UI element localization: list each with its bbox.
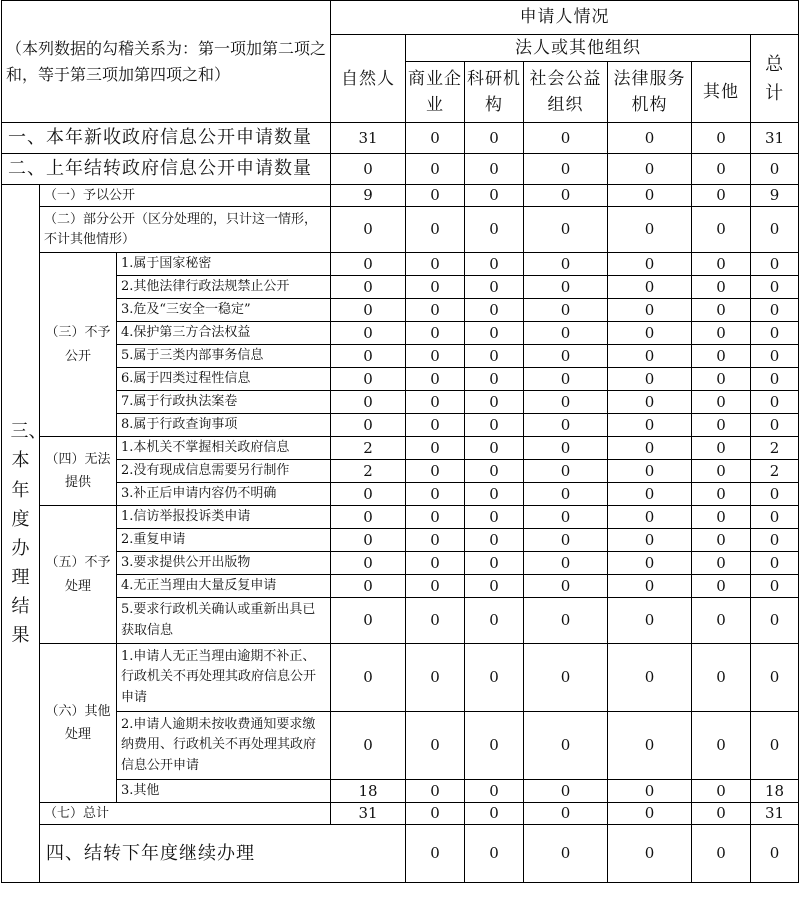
natural-person-header: 自然人 — [331, 35, 406, 123]
not-open-item-value: 0 — [465, 414, 524, 437]
total-header-text: 总计 — [765, 53, 785, 104]
other-handling-item-value: 0 — [524, 780, 608, 803]
not-open-item-value: 0 — [406, 253, 465, 276]
table-row — [2, 322, 799, 345]
not-open-item-value: 0 — [524, 391, 608, 414]
not-open-item-value: 0 — [465, 299, 524, 322]
next-year-value: 0 — [608, 825, 692, 883]
not-open-item-value: 0 — [524, 299, 608, 322]
open-value: 0 — [465, 185, 524, 207]
legal-entity-header: 法人或其他组织 — [406, 35, 751, 62]
not-processed-item-value: 0 — [608, 575, 692, 598]
not-open-item-value: 0 — [751, 299, 799, 322]
unable-item-value: 0 — [751, 483, 799, 506]
table-row — [2, 207, 799, 253]
unable-item-value: 0 — [692, 460, 751, 483]
new-requests-value: 0 — [406, 123, 465, 154]
unable-item-value: 0 — [524, 483, 608, 506]
next-year-label: 四、结转下年度继续办理 — [40, 825, 406, 883]
other-handling-item-value: 0 — [465, 780, 524, 803]
table-row — [2, 825, 799, 883]
not-open-item-value: 0 — [406, 345, 465, 368]
not-open-item-value: 0 — [692, 368, 751, 391]
not-open-item-value: 0 — [608, 345, 692, 368]
not-open-label: （三）不予公开 — [40, 253, 117, 437]
results-total-label: （七）总计 — [40, 803, 331, 825]
not-processed-item-value: 0 — [751, 575, 799, 598]
table-row — [2, 552, 799, 575]
partial-open-value: 0 — [608, 207, 692, 253]
unable-item-value: 0 — [524, 437, 608, 460]
new-requests-value: 0 — [465, 123, 524, 154]
unable-item-label: 1.本机关不掌握相关政府信息 — [117, 437, 331, 460]
statistics-table — [1, 0, 799, 883]
other-handling-item-value: 0 — [524, 644, 608, 712]
not-processed-item-value: 0 — [751, 598, 799, 644]
table-row — [2, 368, 799, 391]
other-handling-item-label: 3.其他 — [117, 780, 331, 803]
not-processed-item-value: 0 — [331, 575, 406, 598]
table-row — [2, 437, 799, 460]
open-value: 0 — [524, 185, 608, 207]
unable-item-value: 2 — [751, 460, 799, 483]
not-open-item-value: 0 — [524, 368, 608, 391]
table-row — [2, 598, 799, 644]
not-processed-item-value: 0 — [608, 552, 692, 575]
new-requests-label: 一、本年新收政府信息公开申请数量 — [2, 123, 331, 154]
not-processed-item-value: 0 — [692, 575, 751, 598]
not-processed-item-value: 0 — [406, 506, 465, 529]
not-processed-item-label: 2.重复申请 — [117, 529, 331, 552]
not-processed-item-value: 0 — [331, 552, 406, 575]
table-row — [2, 712, 799, 780]
partial-open-value: 0 — [331, 207, 406, 253]
new-requests-value: 0 — [692, 123, 751, 154]
not-processed-item-value: 0 — [465, 552, 524, 575]
not-open-item-value: 0 — [692, 414, 751, 437]
not-open-item-value: 0 — [751, 368, 799, 391]
results-total-value: 0 — [608, 803, 692, 825]
not-open-item-value: 0 — [406, 299, 465, 322]
not-processed-item-value: 0 — [692, 506, 751, 529]
table-row — [2, 299, 799, 322]
carry-over-label: 二、上年结转政府信息公开申请数量 — [2, 154, 331, 185]
other-handling-item-value: 0 — [692, 644, 751, 712]
not-processed-item-value: 0 — [692, 552, 751, 575]
column-note: （本列数据的勾稽关系为：第一项加第二项之和，等于第三项加第四项之和） — [2, 1, 331, 123]
not-open-item-value: 0 — [465, 391, 524, 414]
not-processed-item-label: 5.要求行政机关确认或重新出具已获取信息 — [117, 598, 331, 644]
partial-open-value: 0 — [406, 207, 465, 253]
not-open-item-value: 0 — [524, 253, 608, 276]
not-open-item-value: 0 — [406, 391, 465, 414]
applicant-header: 申请人情况 — [331, 1, 799, 35]
unable-item-value: 2 — [331, 437, 406, 460]
not-open-item-value: 0 — [465, 368, 524, 391]
not-processed-item-value: 0 — [751, 552, 799, 575]
table-row — [2, 123, 799, 154]
table-row — [2, 575, 799, 598]
unable-item-label: 2.没有现成信息需要另行制作 — [117, 460, 331, 483]
new-requests-value: 0 — [608, 123, 692, 154]
other-handling-item-value: 0 — [465, 712, 524, 780]
total-header — [751, 35, 799, 123]
unable-item-value: 2 — [751, 437, 799, 460]
partial-open-value: 0 — [751, 207, 799, 253]
other-handling-item-value: 0 — [465, 644, 524, 712]
not-processed-item-value: 0 — [524, 552, 608, 575]
unable-item-value: 0 — [692, 437, 751, 460]
unable-item-value: 0 — [692, 483, 751, 506]
open-label: （一）予以公开 — [40, 185, 331, 207]
not-processed-item-label: 4.无正当理由大量反复申请 — [117, 575, 331, 598]
table-row — [2, 803, 799, 825]
not-processed-item-value: 0 — [751, 506, 799, 529]
not-open-item-value: 0 — [608, 414, 692, 437]
open-value: 0 — [608, 185, 692, 207]
not-processed-item-value: 0 — [524, 598, 608, 644]
results-total-value: 0 — [692, 803, 751, 825]
next-year-value: 0 — [406, 825, 465, 883]
not-open-item-value: 0 — [751, 391, 799, 414]
unable-item-value: 0 — [465, 460, 524, 483]
unable-item-value: 0 — [465, 437, 524, 460]
other-handling-item-value: 0 — [751, 712, 799, 780]
open-value: 0 — [692, 185, 751, 207]
new-requests-value: 0 — [524, 123, 608, 154]
not-open-item-label: 7.属于行政执法案卷 — [117, 391, 331, 414]
carry-over-value: 0 — [751, 154, 799, 185]
sub-header-research: 科研机构 — [465, 62, 524, 123]
unable-item-value: 0 — [465, 483, 524, 506]
unable-item-label: 3.补正后申请内容仍不明确 — [117, 483, 331, 506]
not-open-item-value: 0 — [751, 253, 799, 276]
next-year-value: 0 — [692, 825, 751, 883]
table-row — [2, 391, 799, 414]
not-open-item-value: 0 — [692, 253, 751, 276]
not-open-item-value: 0 — [692, 322, 751, 345]
not-open-item-value: 0 — [406, 368, 465, 391]
not-open-item-value: 0 — [524, 414, 608, 437]
other-handling-item-value: 0 — [331, 644, 406, 712]
results-total-value: 0 — [465, 803, 524, 825]
not-open-item-value: 0 — [331, 345, 406, 368]
table-row — [2, 154, 799, 185]
not-processed-item-value: 0 — [751, 529, 799, 552]
not-open-item-value: 0 — [406, 322, 465, 345]
results-total-value: 0 — [406, 803, 465, 825]
not-open-item-label: 2.其他法律行政法规禁止公开 — [117, 276, 331, 299]
not-open-item-value: 0 — [524, 345, 608, 368]
unable-item-value: 0 — [608, 437, 692, 460]
partial-open-value: 0 — [524, 207, 608, 253]
partial-open-value: 0 — [465, 207, 524, 253]
table-row — [2, 460, 799, 483]
carry-over-value: 0 — [692, 154, 751, 185]
next-year-value: 0 — [751, 825, 799, 883]
table-row — [2, 780, 799, 803]
not-open-item-value: 0 — [751, 345, 799, 368]
not-open-item-value: 0 — [331, 322, 406, 345]
not-processed-item-label: 3.要求提供公开出版物 — [117, 552, 331, 575]
table-row — [2, 529, 799, 552]
not-open-item-value: 0 — [608, 368, 692, 391]
partial-open-value: 0 — [692, 207, 751, 253]
not-open-item-value: 0 — [465, 322, 524, 345]
other-handling-item-value: 0 — [692, 780, 751, 803]
not-open-item-value: 0 — [331, 368, 406, 391]
not-processed-item-value: 0 — [608, 529, 692, 552]
not-open-item-label: 1.属于国家秘密 — [117, 253, 331, 276]
carry-over-value: 0 — [608, 154, 692, 185]
not-open-item-value: 0 — [608, 299, 692, 322]
sub-header-legal-service: 法律服务机构 — [608, 62, 692, 123]
not-processed-item-value: 0 — [465, 575, 524, 598]
not-processed-item-value: 0 — [331, 529, 406, 552]
not-processed-item-value: 0 — [406, 575, 465, 598]
new-requests-value: 31 — [751, 123, 799, 154]
other-handling-item-value: 0 — [608, 712, 692, 780]
other-handling-item-value: 0 — [331, 712, 406, 780]
not-processed-item-value: 0 — [524, 506, 608, 529]
section-results-label — [2, 185, 47, 883]
not-open-item-value: 0 — [608, 322, 692, 345]
other-handling-item-value: 0 — [524, 712, 608, 780]
not-open-item-value: 0 — [692, 276, 751, 299]
unable-item-value: 0 — [406, 483, 465, 506]
not-processed-item-value: 0 — [465, 529, 524, 552]
other-handling-item-value: 0 — [608, 644, 692, 712]
not-open-item-label: 4.保护第三方合法权益 — [117, 322, 331, 345]
other-handling-item-value: 0 — [692, 712, 751, 780]
not-open-item-value: 0 — [751, 414, 799, 437]
table-row — [2, 483, 799, 506]
results-total-value: 31 — [331, 803, 406, 825]
table-row — [2, 185, 799, 207]
new-requests-value: 31 — [331, 123, 406, 154]
not-open-item-value: 0 — [608, 276, 692, 299]
open-value: 9 — [331, 185, 406, 207]
not-open-item-value: 0 — [524, 322, 608, 345]
open-value: 0 — [406, 185, 465, 207]
not-open-item-value: 0 — [331, 414, 406, 437]
unable-item-value: 0 — [608, 460, 692, 483]
next-year-value: 0 — [465, 825, 524, 883]
not-open-item-value: 0 — [524, 276, 608, 299]
not-open-item-value: 0 — [692, 391, 751, 414]
results-total-value: 31 — [751, 803, 799, 825]
not-open-item-value: 0 — [331, 253, 406, 276]
next-year-value: 0 — [524, 825, 608, 883]
not-open-item-label: 3.危及“三安全一稳定” — [117, 299, 331, 322]
not-processed-item-value: 0 — [331, 598, 406, 644]
unable-item-value: 0 — [406, 460, 465, 483]
partial-open-label: （二）部分公开（区分处理的，只计这一情形，不计其他情形） — [40, 207, 331, 253]
table-row — [2, 345, 799, 368]
table-row — [2, 276, 799, 299]
not-processed-item-value: 0 — [524, 575, 608, 598]
not-open-item-value: 0 — [331, 299, 406, 322]
unable-label: （四）无法提供 — [40, 437, 117, 506]
not-open-item-value: 0 — [465, 276, 524, 299]
not-processed-item-value: 0 — [406, 552, 465, 575]
unable-item-value: 0 — [608, 483, 692, 506]
not-open-item-value: 0 — [406, 276, 465, 299]
other-handling-item-value: 0 — [406, 780, 465, 803]
not-open-item-value: 0 — [331, 276, 406, 299]
not-open-item-value: 0 — [331, 391, 406, 414]
unable-item-value: 2 — [331, 460, 406, 483]
not-open-item-label: 5.属于三类内部事务信息 — [117, 345, 331, 368]
carry-over-value: 0 — [524, 154, 608, 185]
section-results-text: 三、本年度办理结果 — [10, 421, 47, 647]
other-handling-item-label: 1.申请人无正当理由逾期不补正、行政机关不再处理其政府信息公开申请 — [117, 644, 331, 712]
open-value: 9 — [751, 185, 799, 207]
not-open-item-value: 0 — [751, 322, 799, 345]
not-processed-item-value: 0 — [406, 529, 465, 552]
not-processed-item-value: 0 — [406, 598, 465, 644]
not-open-item-value: 0 — [406, 414, 465, 437]
not-processed-item-value: 0 — [692, 598, 751, 644]
unable-item-value: 0 — [406, 437, 465, 460]
sub-header-other: 其他 — [692, 62, 751, 123]
other-handling-label: （六）其他处理 — [40, 644, 117, 803]
unable-item-value: 0 — [331, 483, 406, 506]
other-handling-item-value: 18 — [751, 780, 799, 803]
unable-item-value: 0 — [524, 460, 608, 483]
not-processed-item-value: 0 — [692, 529, 751, 552]
not-processed-item-value: 0 — [608, 598, 692, 644]
other-handling-item-value: 0 — [406, 712, 465, 780]
carry-over-value: 0 — [331, 154, 406, 185]
sub-header-business: 商业企业 — [406, 62, 465, 123]
other-handling-item-value: 0 — [406, 644, 465, 712]
not-processed-item-value: 0 — [331, 506, 406, 529]
not-open-item-value: 0 — [692, 345, 751, 368]
not-processed-item-label: 1.信访举报投诉类申请 — [117, 506, 331, 529]
table-row — [2, 644, 799, 712]
not-processed-item-value: 0 — [465, 598, 524, 644]
not-open-item-value: 0 — [465, 253, 524, 276]
not-processed-item-value: 0 — [608, 506, 692, 529]
other-handling-item-value: 0 — [751, 644, 799, 712]
table-row — [2, 506, 799, 529]
not-open-item-label: 8.属于行政查询事项 — [117, 414, 331, 437]
not-open-item-value: 0 — [692, 299, 751, 322]
not-open-item-label: 6.属于四类过程性信息 — [117, 368, 331, 391]
not-processed-item-value: 0 — [465, 506, 524, 529]
not-open-item-value: 0 — [465, 345, 524, 368]
other-handling-item-value: 18 — [331, 780, 406, 803]
not-processed-item-value: 0 — [524, 529, 608, 552]
sub-header-public-welfare: 社会公益组织 — [524, 62, 608, 123]
carry-over-value: 0 — [406, 154, 465, 185]
other-handling-item-value: 0 — [608, 780, 692, 803]
table-row — [2, 253, 799, 276]
results-total-value: 0 — [524, 803, 608, 825]
other-handling-item-label: 2.申请人逾期未按收费通知要求缴纳费用、行政机关不再处理其政府信息公开申请 — [117, 712, 331, 780]
carry-over-value: 0 — [465, 154, 524, 185]
not-open-item-value: 0 — [751, 276, 799, 299]
table-row — [2, 414, 799, 437]
not-open-item-value: 0 — [608, 253, 692, 276]
not-open-item-value: 0 — [608, 391, 692, 414]
not-processed-label: （五）不予处理 — [40, 506, 117, 644]
